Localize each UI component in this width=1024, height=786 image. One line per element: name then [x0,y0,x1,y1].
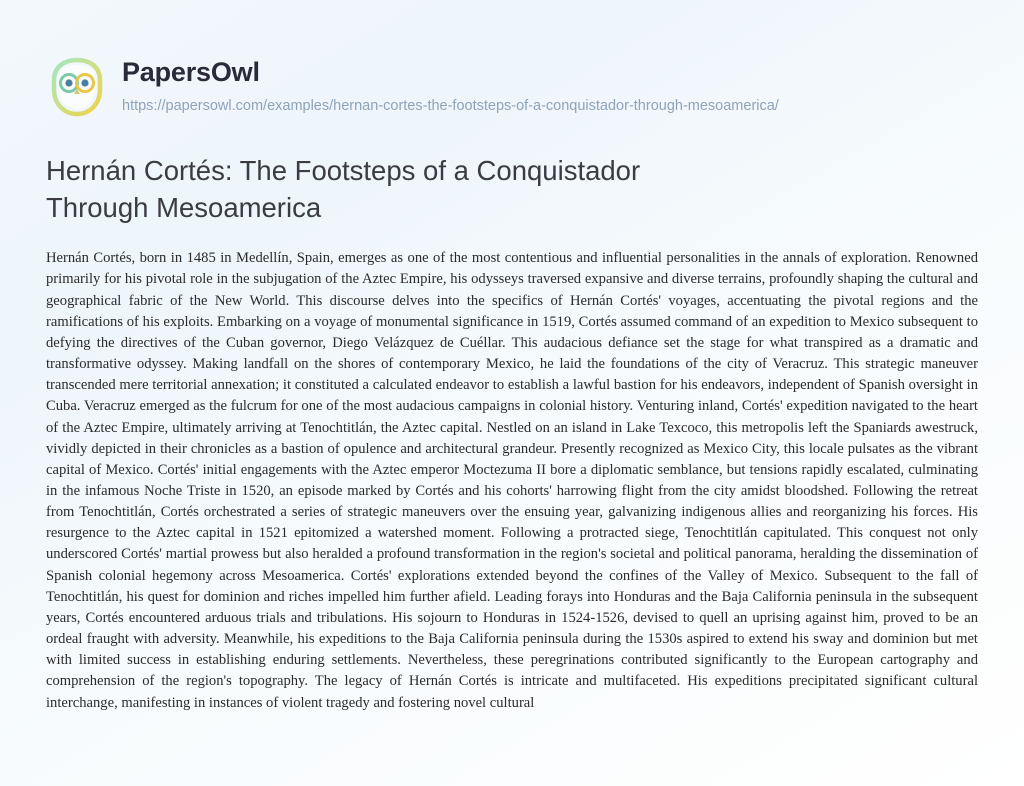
source-url[interactable]: https://papersowl.com/examples/hernan-cortes-the-footsteps-of-a-conquistador-through-mesoamerica/ [122,97,779,114]
brand-name: PapersOwl [122,57,260,87]
site-header [0,0,1024,118]
page-title: Hernán Cortés: The Footsteps of a Conquistador Through Mesoamerica [46,155,641,224]
brand-block [122,52,779,117]
article-body: Hernán Cortés, born in 1485 in Medellín, Spain, emerges as one of the most contentious and influential personalities in the annals of exploration. Renowned primarily for his pivotal role in the subjugation of the Aztec Empire, his odysseys traversed expansive and diverse terrains, profoundly shaping the cultural and geographical fabric of the New World. This discourse delves into the specifics of Hernán Cortés' voyages, accentuating the pivotal regions and the ramifications of his exploits. Embarking on a voyage of monumental significance in 1519, Cortés assumed command of an expedition to Mexico subsequent to defying the directives of the Cuban governor, Diego Velázquez de Cuéllar. This audacious defiance set the stage for what transpired as a dramatic and transformative odyssey. Making landfall on the shores of contemporary Mexico, he laid the foundations of the city of Veracruz. This strategic maneuver transcended mere territorial annexation; it constituted a calculated endeavor to establish a lawful bastion for his endeavors, independent of Spanish oversight in Cuba. Veracruz emerged as the fulcrum for one of the most audacious campaigns in colonial history. Venturing inland, Cortés' expedition navigated to the heart of the Aztec Empire, ultimately arriving at Tenochtitlán, the Aztec capital. Nestled on an island in Lake Texcoco, this metropolis left the Spaniards awestruck, vividly depicted in their chronicles as a bastion of opulence and architectural grandeur. Presently recognized as Mexico City, this locale pulsates as the vibrant capital of Mexico. Cortés' initial engagements with the Aztec emperor Moctezuma II bore a diplomatic semblance, but tensions rapidly escalated, culminating in the infamous Noche Triste in 1520, an episode marked by Cortés and his cohorts' harrowing flight from the city amidst bloodshed. Following the retreat from Tenochtitlán, Cortés orchestrated a series of strategic maneuvers over the ensuing year, galvanizing indigenous allies and reorganizing his forces. His resurgence to the Aztec capital in 1521 epitomized a watershed moment. Following a protracted siege, Tenochtitlán capitulated. This conquest not only underscored Cortés' martial prowess but also heralded a profound transformation in the region's societal and political panorama, heralding the dissemination of Spanish colonial hegemony across Mesoamerica. Cortés' explorations extended beyond the confines of the Valley of Mexico. Subsequent to the fall of Tenochtitlán, his quest for dominion and riches impelled him further afield. Leading forays into Honduras and the Baja California peninsula in the subsequent years, Cortés encountered arduous trials and tribulations. His sojourn to Honduras in 1524-1526, devised to quell an uprising against him, proved to be an ordeal fraught with adversity. Meanwhile, his expeditions to the Baja California peninsula during the 1530s aspired to extend his sway and dominion but met with limited success in establishing enduring settlements. Nevertheless, these peregrinations contributed significantly to the European cartography and comprehension of the region's topography. The legacy of Hernán Cortés is intricate and multifaceted. His expeditions precipitated significant cultural interchange, manifesting in instances of violent tragedy and fostering novel cultural [46,250,978,711]
owl-icon [46,56,108,118]
